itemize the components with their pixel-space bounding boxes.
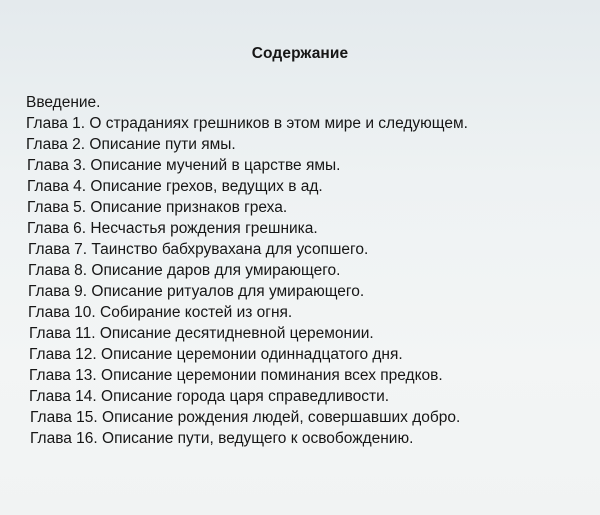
toc-entry-chapter-2: Глава 2. Описание пути ямы.	[26, 136, 236, 153]
toc-entry-chapter-4: Глава 4. Описание грехов, ведущих в ад.	[27, 178, 323, 195]
toc-entry-chapter-10: Глава 10. Собирание костей из огня.	[28, 304, 293, 321]
toc-entry-chapter-11: Глава 11. Описание десятидневной церемонии.	[29, 325, 374, 342]
toc-entry-chapter-5: Глава 5. Описание признаков греха.	[27, 199, 288, 216]
toc-entry-chapter-14: Глава 14. Описание города царя справедливости.	[29, 388, 390, 405]
toc-entry-chapter-9: Глава 9. Описание ритуалов для умирающего.	[28, 283, 365, 300]
toc-entry-chapter-8: Глава 8. Описание даров для умирающего.	[28, 262, 341, 279]
toc-entry-chapter-15: Глава 15. Описание рождения людей, совершавших добро.	[30, 409, 461, 426]
toc-entry-chapter-16: Глава 16. Описание пути, ведущего к освобождению.	[30, 430, 414, 447]
toc-entry-chapter-3: Глава 3. Описание мучений в царстве ямы.	[27, 157, 341, 174]
toc-entry-chapter-12: Глава 12. Описание церемонии одиннадцатого дня.	[29, 346, 403, 363]
toc-entry-chapter-1: Глава 1. О страданиях грешников в этом мире и следующем.	[26, 115, 468, 132]
page-title: Содержание	[251, 45, 349, 62]
toc-entry-chapter-7: Глава 7. Таинство бабхрувахана для усопшего.	[28, 241, 369, 258]
table-of-contents	[26, 92, 468, 449]
toc-entry-chapter-13: Глава 13. Описание церемонии поминания всех предков.	[29, 367, 443, 384]
toc-entry-introduction: Введение.	[26, 94, 101, 111]
toc-entry-chapter-6: Глава 6. Несчастья рождения грешника.	[27, 220, 318, 237]
